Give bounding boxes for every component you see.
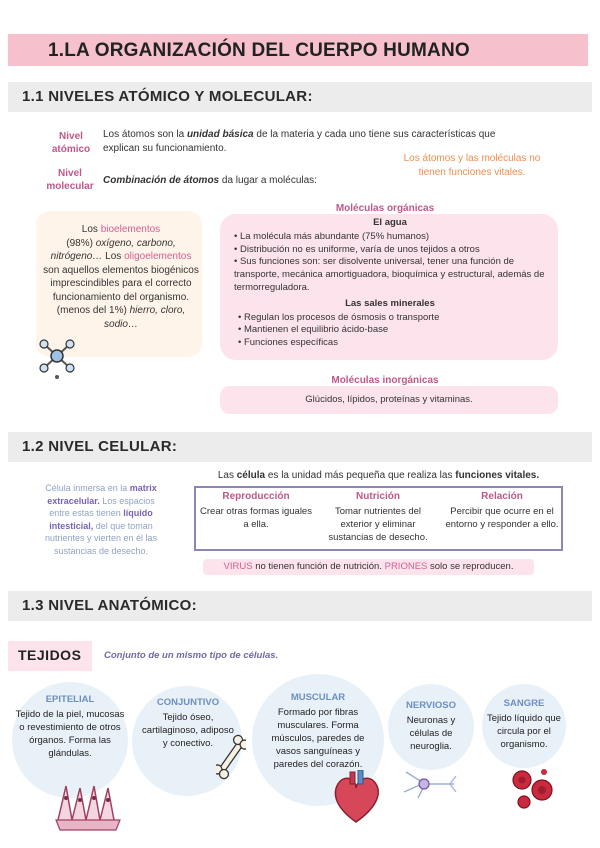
list-item: • Sus funciones son: ser disolvente universal, tener una función de transporte, mecánica amortiguadora, bioquímica y estructural, además de termorreguladora. [226,256,554,294]
inorganic-heading: Moléculas inorgánicas [331,375,439,386]
function-text: Tomar nutrientes del exterior y eliminar sustancias de desecho. [328,506,428,543]
tissue-name: MUSCULAR [290,692,346,703]
tissue-text: Tejido óseo, cartilaginoso, adiposo y conectivo. [142,712,234,749]
vital-functions-row [200,490,560,544]
list-item: • Funciones específicas [238,337,554,350]
blood-cells-icon [508,766,558,812]
cell-intro: Las célula es la unidad más pequeña que realiza las funciones vitales. [217,470,540,481]
neuron-icon [400,764,458,804]
tissue-name: NERVIOSO [406,700,456,711]
function-title: Nutrición [356,491,400,502]
section-heading-2: 1.2 NIVEL CELULAR: [22,438,178,455]
molecule-icon [34,336,80,382]
list-item: • Mantienen el equilibrio ácido-base [238,324,554,337]
section-heading-1: 1.1 NIVELES ATÓMICO Y MOLECULAR: [22,88,313,105]
organic-heading: Moléculas orgánicas [335,203,435,214]
tissue-name: CONJUNTIVO [156,697,220,708]
function-text: Percibir que ocurre en el entorno y responder a ello. [445,506,559,530]
virus-note: VIRUS no tienen función de nutrición. PRIONES solo se reproducen. [223,561,514,572]
tissue-epithelial [14,694,126,760]
molecular-level-text: Combinación de átomos da lugar a moléculas: [103,175,317,186]
side-note: Los átomos y las moléculas no tienen funciones vitales. [403,153,541,178]
tissue-blood [484,698,564,751]
function-title: Reproducción [222,491,290,502]
water-heading: El agua [373,217,407,228]
tissue-name: SANGRE [503,698,545,709]
function-reproduction [200,490,312,544]
section-heading-3: 1.3 NIVEL ANATÓMICO: [22,597,197,614]
bone-icon [216,732,246,782]
tejidos-definition: Conjunto de un mismo tipo de células. [104,650,279,661]
salts-heading: Las sales minerales [345,297,435,309]
heart-icon [330,770,382,826]
water-list [226,231,554,295]
tissue-nervous [392,700,470,753]
bioelements-text: Los bioelementos (98%) oxígeno, carbono, nitrógeno… Los oligoelementos son aquellos elementos biogénicos imprescindibles para el correcto funcionamiento del organismo. (menos del 1%) hierro, cloro, sodio… [43,224,199,330]
tissue-text: Formado por fibras musculares. Forma músculos, paredes de vasos sanguíneas y paredes del corazón. [271,707,365,770]
function-title: Relación [481,491,523,502]
atomic-level-label: Nivel atómico [51,131,91,155]
tissue-name: EPITELIAL [45,694,95,705]
epithelium-icon [54,780,124,832]
tissue-text: Tejido líquido que circula por el organismo. [487,713,561,750]
cell-matrix-note: Célula inmersa en la matrix extracelular. Los espacios entre estas tienen líquido intesticial, del que toman nutrientes y vierten en él las sustancias de desecho. [44,483,158,556]
function-nutrition [318,490,438,544]
list-item: • Distribución no es uniforme, varía de unos tejidos a otros [226,244,554,257]
organic-content [226,217,554,350]
page-title: 1.LA ORGANIZACIÓN DEL CUERPO HUMANO [48,40,470,61]
tejidos-label: TEJIDOS [18,647,82,663]
salts-list [226,312,554,350]
list-item: • Regulan los procesos de ósmosis o transporte [238,312,554,325]
tissue-text: Neuronas y células de neuroglia. [406,715,456,752]
tissue-muscular [258,692,378,771]
atomic-level-text: Los átomos son la unidad básica de la materia y cada uno tiene sus características que explican su funcionamiento. [103,129,496,154]
molecular-level-label: Nivel molecular [46,168,94,192]
function-text: Crear otras formas iguales a ella. [200,506,312,530]
tissue-text: Tejido de la piel, mucosas o revestimiento de otros órganos. Forma las glándulas. [15,709,125,759]
function-relation [444,490,560,544]
inorganic-text: Glúcidos, lípidos, proteínas y vitaminas. [305,394,473,405]
list-item: • La molécula más abundante (75% humanos) [226,231,554,244]
